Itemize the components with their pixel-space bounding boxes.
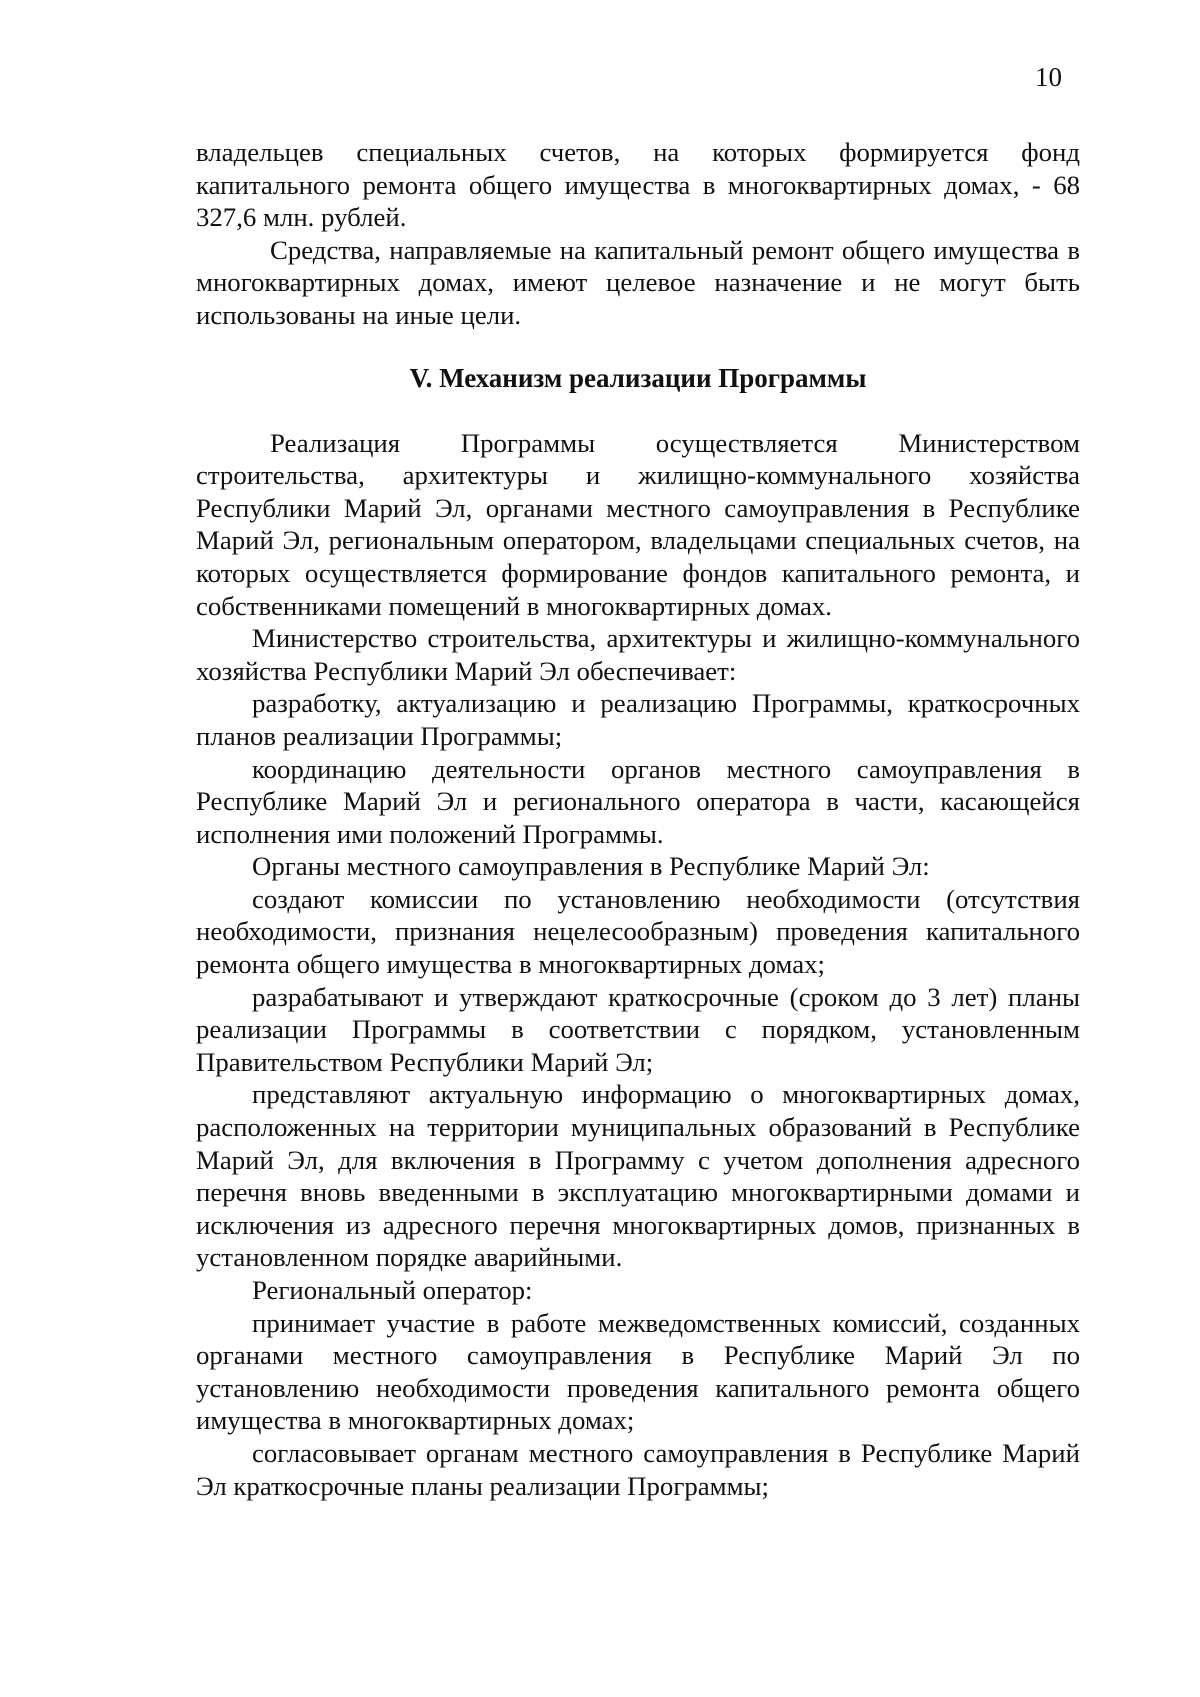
paragraph-local-authorities: Органы местного самоуправления в Республике Марий Эл: [252,851,930,882]
intro-paragraph-continuation: владельцев специальных счетов, на которых формируется фонд капитального ремонта общего имущества в многоквартирных домах, - 68 327,6 млн. рублей. [196,137,1080,233]
paragraph-implementation: Реализация Программы осуществляется Министерством строительства, архитектуры и жилищно-коммунального хозяйства Республики Марий Эл, органами местного самоуправления в Республике Марий Эл, региональным оператором, владельцами специальных счетов, на которых осуществляется формирование фондов капитального ремонта, и собственниками помещений в многоквартирных домах. [196,427,1080,621]
paragraph-local-item-1: создают комиссии по установлению необходимости (отсутствия необходимости, признания нецелесообразным) проведения капитального ремонта общего имущества в многоквартирных домах; [196,883,1080,980]
document-body [196,136,1080,1502]
page-number: 10 [1035,62,1062,92]
paragraph-operator-item-1: принимает участие в работе межведомственных комиссий, созданных органами местного самоуправления в Республике Марий Эл по установлению необходимости проведения капитального ремонта общего имущества в многоквартирных домах; [196,1307,1080,1436]
intro-paragraph-funds: Средства, направляемые на капитальный ремонт общего имущества в многоквартирных домах, имеют целевое назначение и не могут быть использованы на иные цели. [196,234,1080,330]
paragraph-local-item-2: разрабатывают и утверждают краткосрочные (сроком до 3 лет) планы реализации Программы в соответствии с порядком, установленным Правительством Республики Марий Эл; [196,981,1080,1077]
paragraph-ministry-item-1: разработку, актуализацию и реализацию Программы, краткосрочных планов реализации Программы; [196,688,1080,751]
paragraph-operator-item-2: согласовывает органам местного самоуправления в Республике Марий Эл краткосрочные планы реализации Программы; [196,1437,1080,1501]
paragraph-ministry-item-2: координацию деятельности органов местного самоуправления в Республике Марий Эл и регионального оператора в части, касающейся исполнения ими положений Программы. [196,753,1080,849]
paragraph-regional-operator: Региональный оператор: [252,1275,533,1305]
paragraph-ministry: Министерство строительства, архитектуры и жилищно-коммунального хозяйства Республики Марий Эл обеспечивает: [196,623,1080,686]
paragraph-local-item-3: представляют актуальную информацию о многоквартирных домах, расположенных на территории муниципальных образований в Республике Марий Эл, для включения в Программу с учетом дополнения адресного перечня вновь введенными в эксплуатацию многоквартирными домами и исключения из адресного перечня многоквартирных домов, признанных в установленном порядке аварийными. [196,1079,1080,1273]
section-title: V. Механизм реализации Программы [409,362,867,393]
